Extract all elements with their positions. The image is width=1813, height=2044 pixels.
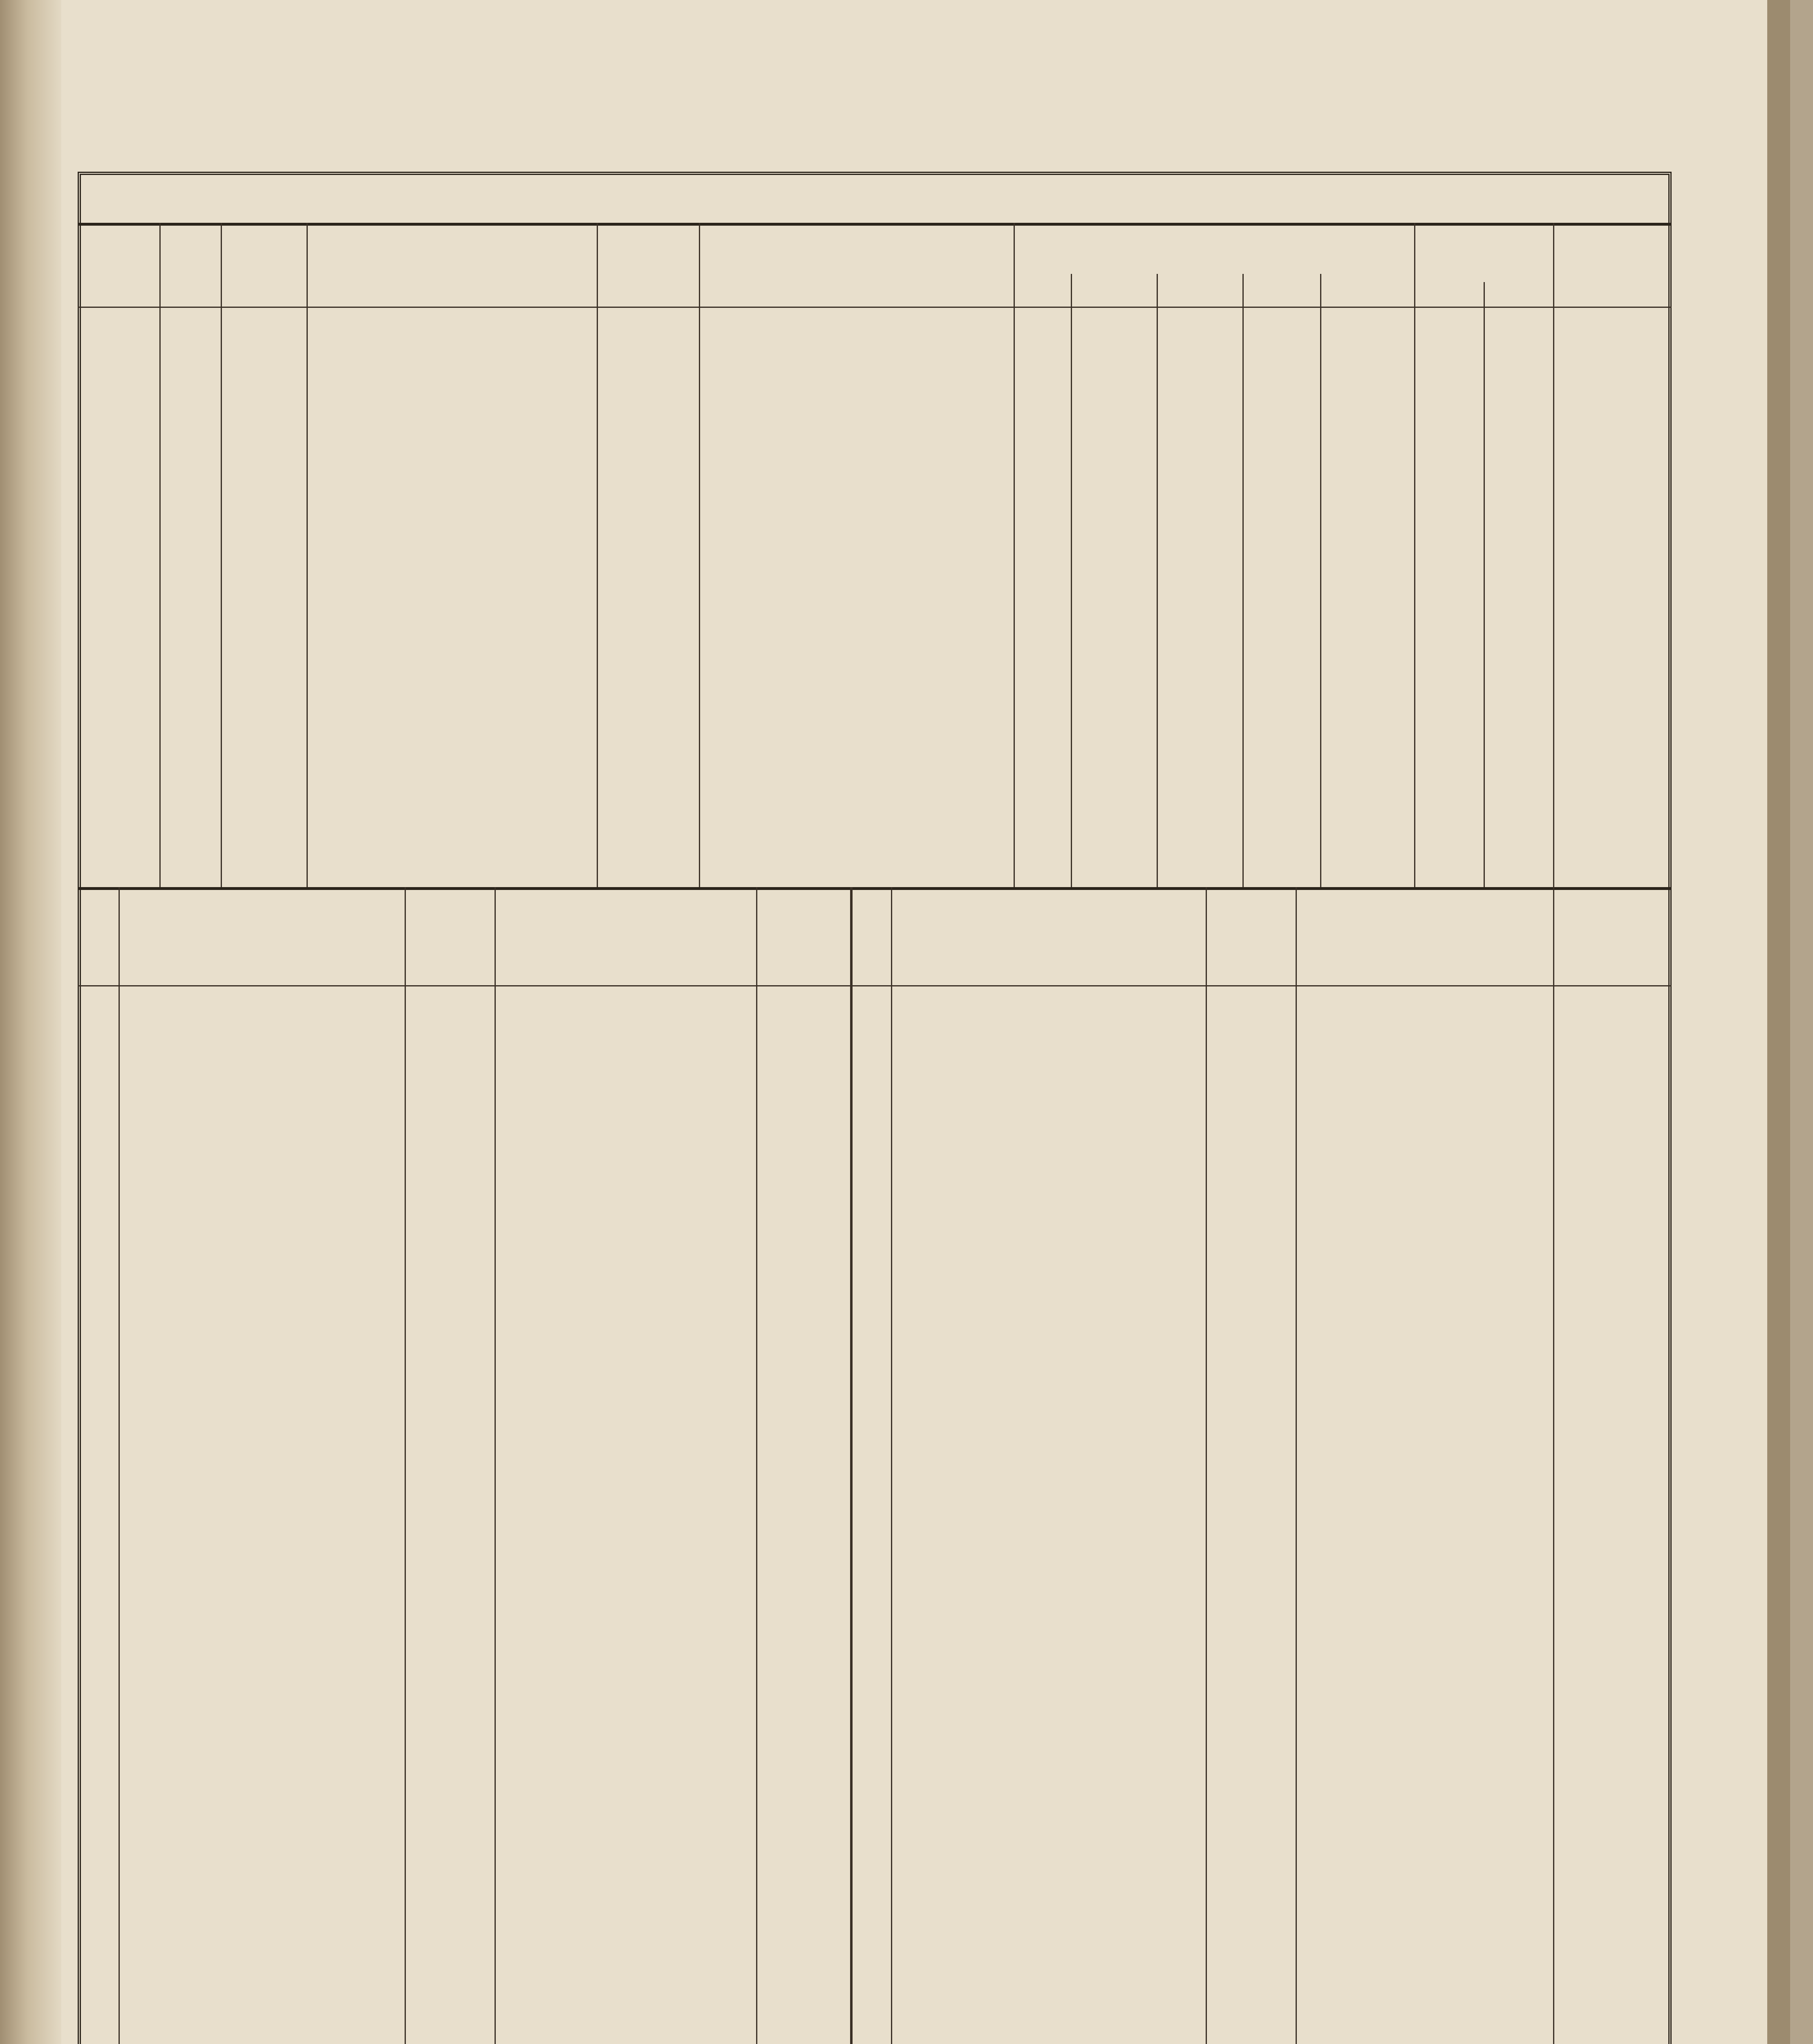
col-rule bbox=[1206, 887, 1207, 2044]
col-rule bbox=[1414, 223, 1415, 887]
col-rule bbox=[1296, 887, 1297, 2044]
section-divider bbox=[78, 887, 1672, 890]
col-rule bbox=[1014, 223, 1015, 887]
col-rule bbox=[221, 223, 222, 887]
col-rule bbox=[850, 887, 853, 2044]
quotation-table-frame bbox=[78, 172, 1672, 2044]
header-top-rule bbox=[78, 223, 1672, 226]
col-rule bbox=[1242, 274, 1244, 887]
col-rule bbox=[159, 223, 161, 887]
header-bottom-rule bbox=[78, 307, 1672, 308]
lower-header-rule bbox=[78, 985, 1672, 986]
col-rule bbox=[307, 223, 308, 887]
col-rule bbox=[1320, 274, 1321, 887]
col-rule bbox=[699, 223, 700, 887]
col-rule bbox=[119, 887, 120, 2044]
col-rule bbox=[891, 887, 892, 2044]
page-edge bbox=[1767, 0, 1790, 2044]
col-rule bbox=[1071, 274, 1072, 887]
col-rule bbox=[1553, 223, 1554, 887]
col-rule bbox=[495, 887, 496, 2044]
col-rule bbox=[1553, 887, 1554, 2044]
col-rule bbox=[405, 887, 406, 2044]
col-rule bbox=[597, 223, 598, 887]
col-rule bbox=[756, 887, 757, 2044]
col-rule bbox=[1157, 274, 1158, 887]
book-spine-shadow bbox=[0, 0, 61, 2044]
col-rule bbox=[1484, 282, 1485, 887]
